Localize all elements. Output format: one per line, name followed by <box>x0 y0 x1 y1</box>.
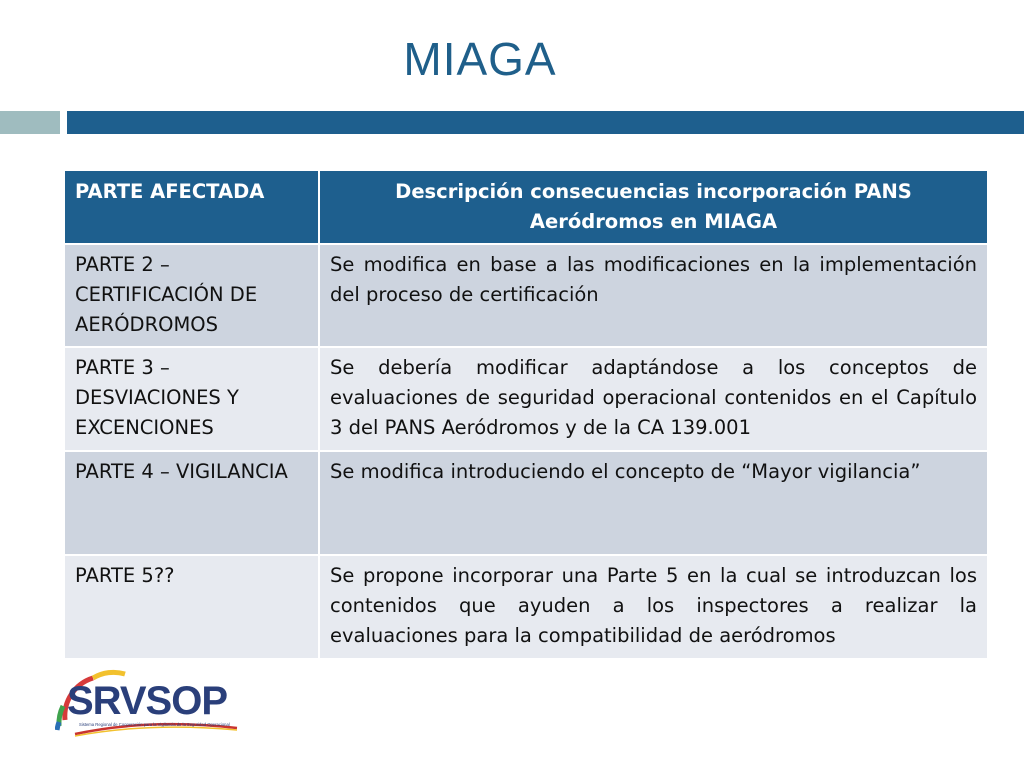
descripcion-cell: Se modifica en base a las modificaciones en la implementación del proceso de certificación <box>319 244 988 347</box>
logo-wordmark: SRVSOP <box>67 679 227 723</box>
logo-arc-blue <box>57 722 59 730</box>
header-descripcion: Descripción consecuencias incorporación PANS Aeródromos en MIAGA <box>319 170 988 244</box>
table-row <box>64 244 988 347</box>
title-divider-accent <box>0 111 60 134</box>
parte-cell: PARTE 5?? <box>64 555 319 659</box>
slide-title: MIAGA <box>403 33 557 85</box>
title-divider-bar <box>67 111 1024 134</box>
table-row <box>64 555 988 659</box>
parte-cell: PARTE 4 – VIGILANCIA <box>64 451 319 555</box>
descripcion-cell: Se modifica introduciendo el concepto de “Mayor vigilancia” <box>319 451 988 555</box>
descripcion-cell: Se propone incorporar una Parte 5 en la cual se introduzcan los contenidos que ayuden a los inspectores a realizar la evaluaciones para la compatibilidad de aeródromos <box>319 555 988 659</box>
parte-cell: PARTE 2 – CERTIFICACIÓN DE AERÓDROMOS <box>64 244 319 347</box>
table-row <box>64 347 988 451</box>
table-header-row <box>64 170 988 244</box>
parte-cell: PARTE 3 – DESVIACIONES Y EXCENCIONES <box>64 347 319 451</box>
srvsop-logo <box>55 668 245 748</box>
logo-arc-yellow <box>93 672 125 678</box>
header-parte-afectada: PARTE AFECTADA <box>64 170 319 244</box>
logo-tagline: Sistema Regional de Cooperación para la Vigilancia de la Seguridad Operacional <box>79 722 230 727</box>
descripcion-cell: Se debería modificar adaptándose a los conceptos de evaluaciones de seguridad operacional contenidos en el Capítulo 3 del PANS Aeródromos y de la CA 139.001 <box>319 347 988 451</box>
parts-table <box>63 169 989 660</box>
table-row <box>64 451 988 555</box>
